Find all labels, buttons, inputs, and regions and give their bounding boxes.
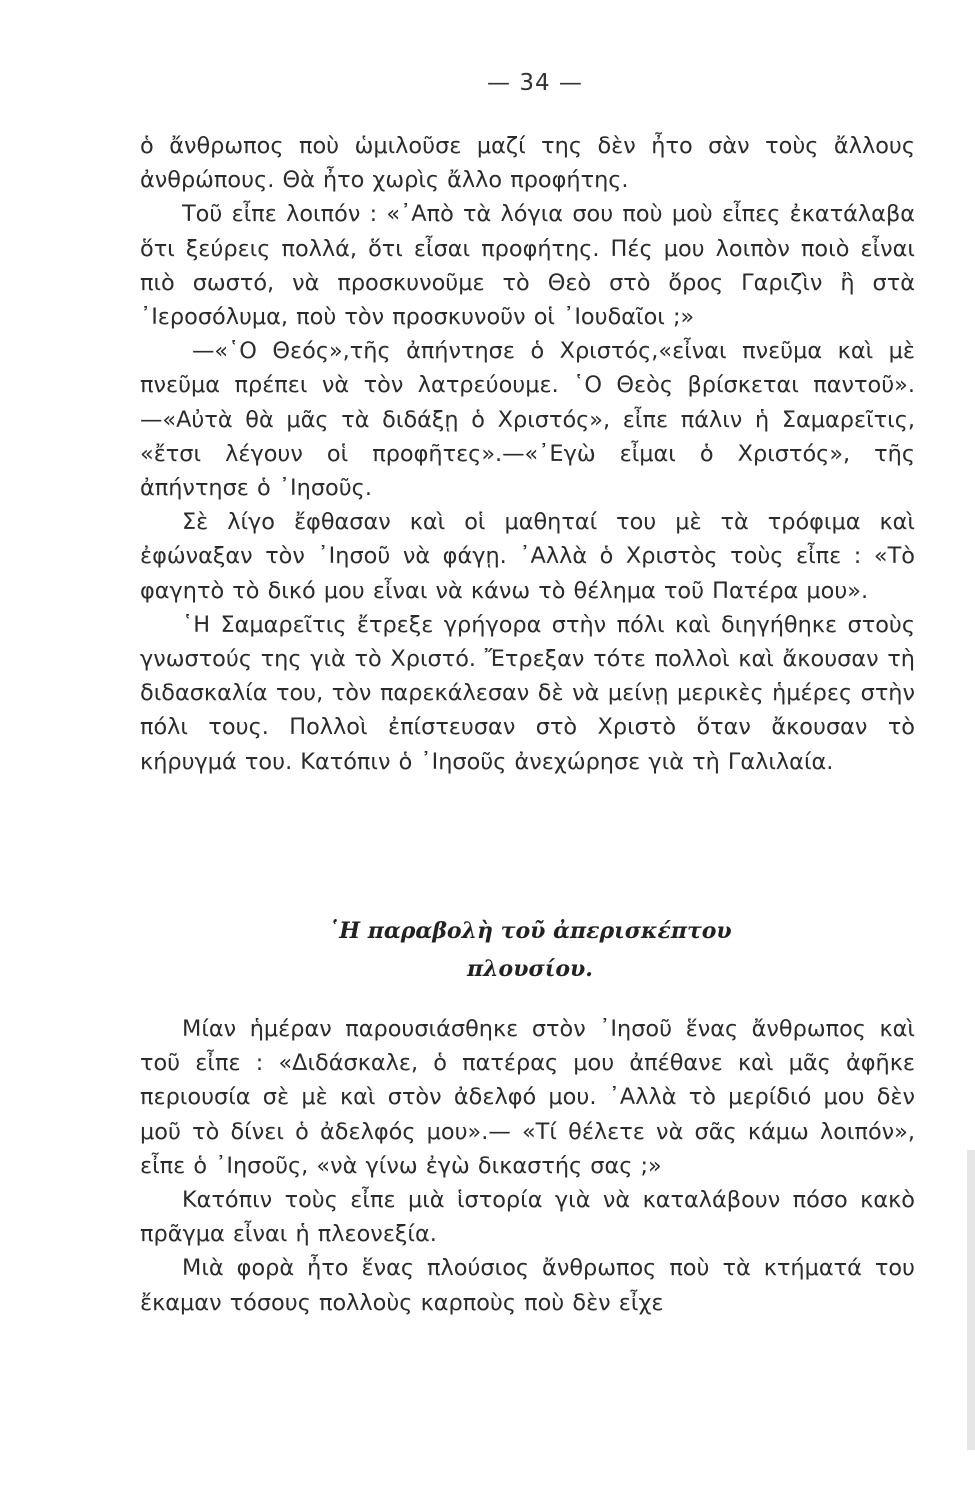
section-heading-line: πλουσίου. [467, 956, 593, 982]
paragraph: —«῾Ο Θεός»,τῆς ἀπήντησε ὁ Χριστός,«εἶναι πνεῦμα καὶ μὲ πνεῦμα πρέπει νὰ τὸν λατρεύουμε. ῾Ο Θεὸς βρίσκεται παντοῦ».—«Αὐτὰ θὰ μᾶς τὰ διδάξῃ ὁ Χριστός», εἶπε πάλιν ἡ Σαμαρεῖτις, «ἔτσι λέγουν οἱ προφῆτες».—«᾿Εγὼ εἶμαι ὁ Χριστός», τῆς ἀπήντησε ὁ ᾿Ιησοῦς. [140, 338, 915, 502]
paragraph: Μίαν ἡμέραν παρουσιάσθηκε στὸν ᾿Ιησοῦ ἕνας ἄνθρωπος καὶ τοῦ εἶπε : «Διδάσκαλε, ὁ πατέρας μου ἀπέθανε καὶ μᾶς ἀφῆκε περιουσία σὲ μὲ καὶ στὸν ἀδελφό μου. ᾿Αλλὰ τὸ μερίδιό μου δὲν μοῦ τὸ δίνει ὁ ἀδελφός μου».— «Τί θέλετε νὰ σᾶς κάμω λοιπόν», εἶπε ὁ ᾿Ιησοῦς, «νὰ γίνω ἐγὼ δικαστής σας ;» [140, 1016, 915, 1179]
paragraph: Μιὰ φορὰ ἦτο ἕνας πλούσιος ἄνθρωπος ποὺ τὰ κτήματά του ἔκαμαν τόσους πολλοὺς καρποὺς ποὺ δὲν εἶχε [140, 1255, 915, 1316]
paragraph: Τοῦ εἶπε λοιπόν : «᾿Απὸ τὰ λόγια σου ποὺ μοὺ εἶπες ἐκατάλαβα ὅτι ξεύρεις πολλά, ὅτι εἶσαι προφήτης. Πές μου λοιπὸν ποιὸ εἶναι πιὸ σωστό, νὰ προσκυνοῦμε τὸ Θεὸ στὸ ὄρος Γαριζὶν ἢ στὰ ᾿Ιεροσόλυμα, ποὺ τὸν προσκυνοῦν οἱ ᾿Ιουδαῖοι ;» [140, 201, 915, 331]
section-heading-line: ῾Η παραβολὴ τοῦ ἀπερισκέπτου [328, 918, 732, 944]
page-edge-shadow [967, 1150, 975, 1450]
text-block-top [140, 129, 915, 779]
paragraph: Σὲ λίγο ἔφθασαν καὶ οἱ μαθηταί του μὲ τὰ τρόφιμα καὶ ἐφώναξαν τὸν ᾿Ιησοῦ νὰ φάγῃ. ᾿Αλλὰ ὁ Χριστὸς τοὺς εἶπε : «Τὸ φαγητὸ τὸ δικό μου εἶναι νὰ κάνω τὸ θέλημα τοῦ Πατέρα μου». [140, 509, 915, 604]
paragraph: Κατόπιν τοὺς εἶπε μιὰ ἱστορία γιὰ νὰ καταλάβουν πόσο κακὸ πρᾶγμα εἶναι ἡ πλεονεξία. [140, 1187, 915, 1248]
text-block-bottom [140, 1012, 915, 1320]
section-heading [220, 912, 840, 988]
page-number: — 34 — [487, 70, 583, 96]
paragraph: ῾Η Σαμαρεῖτις ἔτρεξε γρήγορα στὴν πόλι καὶ διηγήθηκε στοὺς γνωστούς της γιὰ τὸ Χριστό. Ἔτρεξαν τότε πολλοὶ καὶ ἄκουσαν τὴ διδασκαλία του, τὸν παρεκάλεσαν δὲ νὰ μείνῃ μερικὲς ἡμέρες στὴν πόλι τους. Πολλοὶ ἐπίστευσαν στὸ Χριστὸ ὅταν ἄκουσαν τὸ κήρυγμά του. Κατόπιν ὁ ᾿Ιησοῦς ἀνεχώρησε γιὰ τὴ Γαλιλαία. [140, 611, 915, 775]
paragraph: ὁ ἄνθρωπος ποὺ ὡμιλοῦσε μαζί της δὲν ἦτο σὰν τοὺς ἄλλους ἀνθρώπους. Θὰ ἦτο χωρὶς ἄλλο προφήτης. [140, 133, 915, 194]
